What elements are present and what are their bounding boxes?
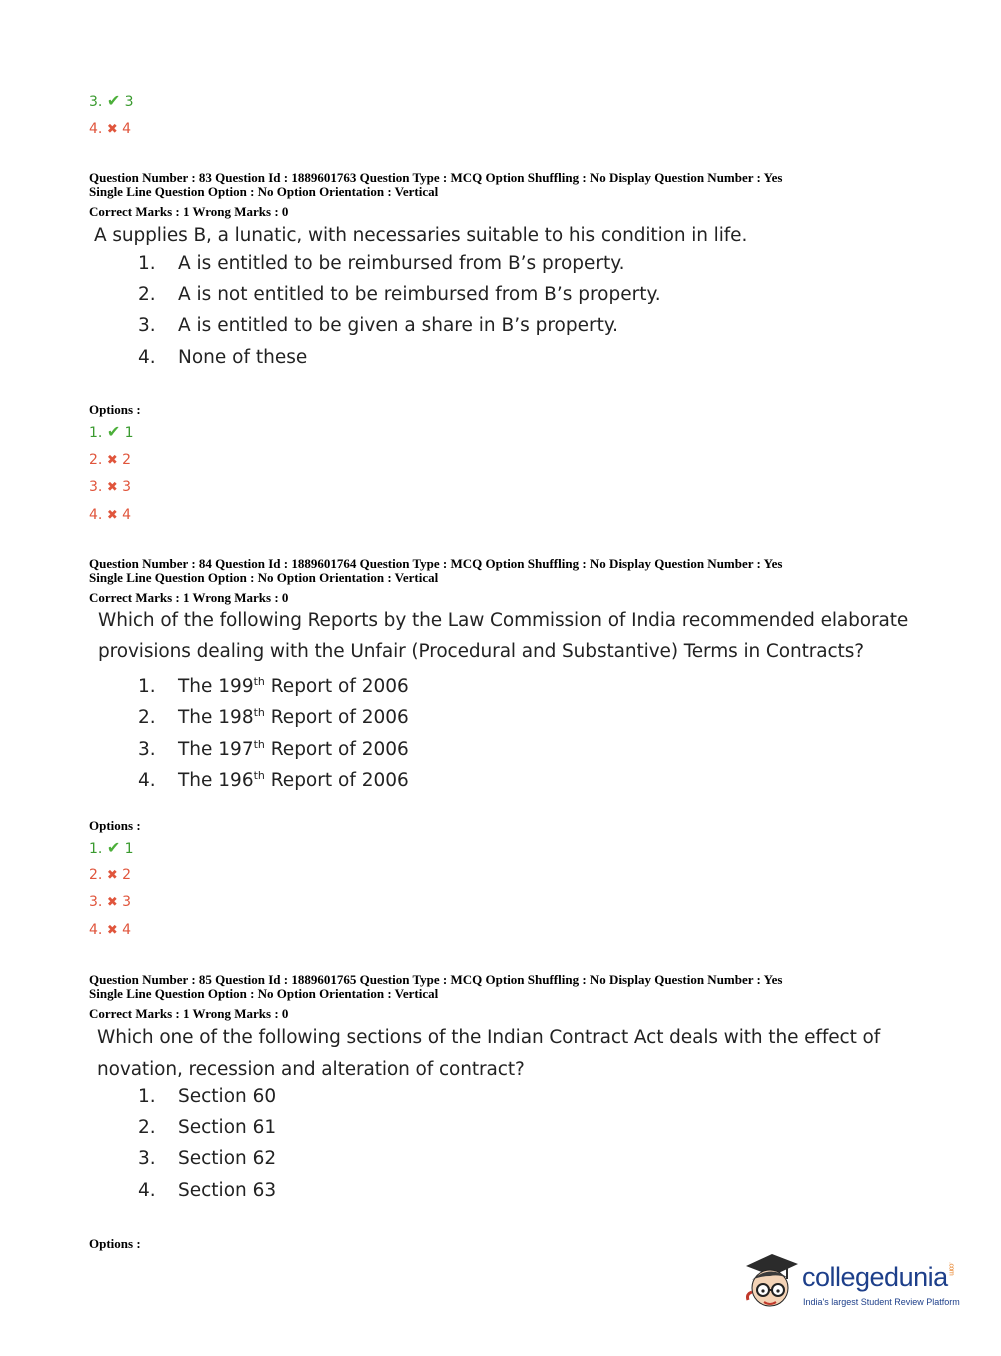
q84-options-label: Options :	[89, 818, 141, 833]
q83-meta-line1: Question Number : 83 Question Id : 1889601763 Question Type : MCQ Option Shuffling : No Display Question Number : Yes	[89, 170, 783, 185]
q85-marks: Correct Marks : 1 Wrong Marks : 0	[89, 1006, 289, 1021]
prev-option-3: 3. ✔ 3	[89, 91, 134, 110]
q85-question-text-line2: novation, recession and alteration of contract?	[97, 1059, 525, 1080]
q85-choice-2: 2. Section 61	[138, 1117, 277, 1138]
q83-choice-2: 2. A is not entitled to be reimbursed from B’s property.	[138, 284, 661, 305]
cross-icon: ✖	[106, 480, 118, 495]
q85-choice-1: 1. Section 60	[138, 1086, 277, 1107]
collegedunia-logo	[742, 1250, 967, 1320]
q84-marks: Correct Marks : 1 Wrong Marks : 0	[89, 590, 289, 605]
q84-question-text-line1: Which of the following Reports by the Law Commission of India recommended elaborate	[98, 610, 909, 631]
cross-icon: ✖	[106, 453, 118, 468]
q85-meta-line1: Question Number : 85 Question Id : 1889601765 Question Type : MCQ Option Shuffling : No Display Question Number : Yes	[89, 972, 783, 987]
q84-choice-3: 3. The 197th Report of 2006	[138, 738, 409, 761]
q84-meta-line2: Single Line Question Option : No Option Orientation : Vertical	[89, 570, 439, 585]
q84-option-2: 2. ✖ 2	[89, 867, 132, 883]
q84-question-text-line2: provisions dealing with the Unfair (Procedural and Substantive) Terms in Contracts?	[98, 641, 864, 662]
q83-options-label: Options :	[89, 402, 141, 417]
q85-meta-line2: Single Line Question Option : No Option Orientation : Vertical	[89, 986, 439, 1001]
q85-choice-4: 4. Section 63	[138, 1180, 277, 1201]
q84-choice-4: 4. The 196th Report of 2006	[138, 769, 409, 792]
cross-icon: ✖	[106, 923, 118, 938]
check-icon: ✔	[106, 91, 121, 110]
logo-tagline: India's largest Student Review Platform	[803, 1297, 960, 1307]
logo-wordmark: collegedunia.com	[802, 1262, 955, 1292]
cross-icon: ✖	[106, 508, 118, 523]
cross-icon: ✖	[106, 895, 118, 910]
q83-choice-1: 1. A is entitled to be reimbursed from B’s property.	[138, 253, 625, 274]
q85-choice-3: 3. Section 62	[138, 1148, 277, 1169]
q84-choice-1: 1. The 199th Report of 2006	[138, 675, 409, 698]
check-icon: ✔	[106, 422, 121, 441]
check-icon: ✔	[106, 838, 121, 857]
q83-choice-4: 4. None of these	[138, 347, 308, 368]
cross-icon: ✖	[106, 122, 118, 137]
q85-question-text-line1: Which one of the following sections of the Indian Contract Act deals with the effect of	[97, 1027, 881, 1048]
q84-meta-line1: Question Number : 84 Question Id : 1889601764 Question Type : MCQ Option Shuffling : No Display Question Number : Yes	[89, 556, 783, 571]
q84-option-3: 3. ✖ 3	[89, 894, 132, 910]
q83-choice-3: 3. A is entitled to be given a share in B’s property.	[138, 315, 619, 336]
q84-option-4: 4. ✖ 4	[89, 922, 132, 938]
q83-option-2: 2. ✖ 2	[89, 452, 132, 468]
cross-icon: ✖	[106, 868, 118, 883]
mascot-icon	[742, 1250, 802, 1320]
q83-marks: Correct Marks : 1 Wrong Marks : 0	[89, 204, 289, 219]
q83-question-text: A supplies B, a lunatic, with necessaries suitable to his condition in life.	[94, 225, 748, 246]
q83-option-3: 3. ✖ 3	[89, 479, 132, 495]
prev-option-4: 4. ✖ 4	[89, 121, 132, 137]
q83-option-1: 1. ✔ 1	[89, 422, 134, 441]
q83-meta-line2: Single Line Question Option : No Option Orientation : Vertical	[89, 184, 439, 199]
q84-choice-2: 2. The 198th Report of 2006	[138, 706, 409, 729]
q84-option-1: 1. ✔ 1	[89, 838, 134, 857]
q83-option-4: 4. ✖ 4	[89, 507, 132, 523]
q85-options-label: Options :	[89, 1236, 141, 1251]
